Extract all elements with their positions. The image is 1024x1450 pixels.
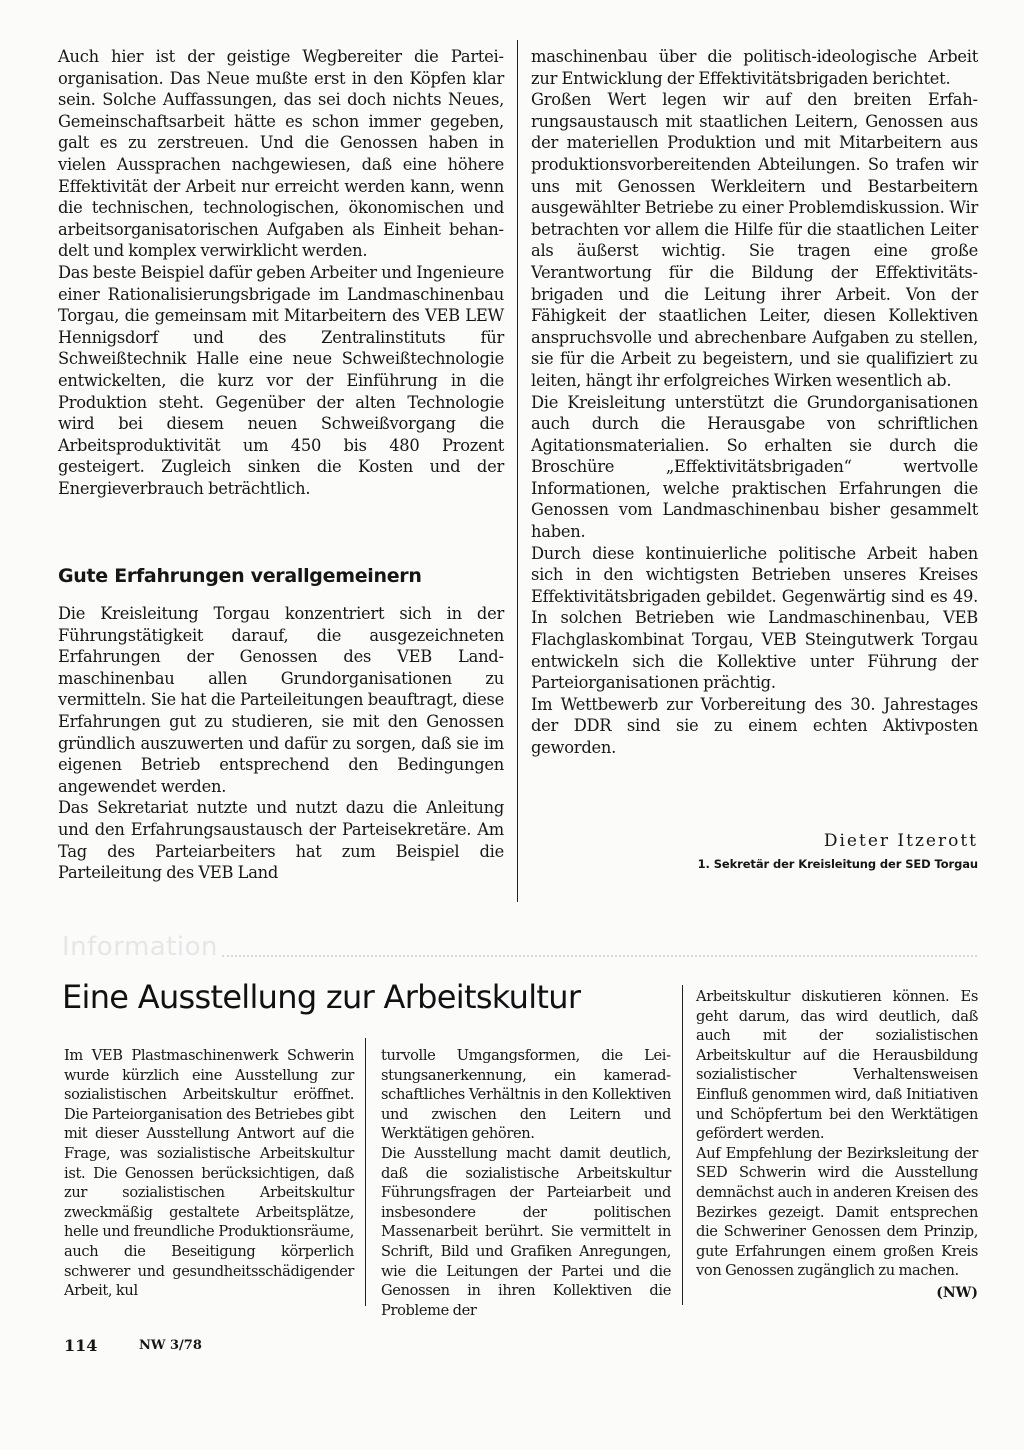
- paragraph: Auf Empfehlung der Bezirksleitung der SED Schwerin wird die Ausstellung demnächst auch in anderen Kreisen des Bezirkes gezeigt. Damit entsprechen die Schweriner Genossen dem Prinzip, gute Erfahrungen einem großen Kreis von Genossen zugänglich zu machen.: [696, 1144, 978, 1280]
- author-name: Dieter Itzerott: [823, 831, 978, 851]
- section-subheading: Gute Erfahrungen verallgemeinern: [58, 565, 422, 587]
- paragraph: maschinenbau über die politisch-ideologische Arbeit zur Entwicklung der Effektivitätsbrigaden berichtet.: [531, 47, 978, 88]
- paragraph: turvolle Umgangsformen, die Leistungsanerkennung, ein kameradschaftliches Verhältnis in den Kollektiven und zwischen den Leitern und Werktätigen gehören.: [381, 1047, 671, 1143]
- top-left-column-continued: [58, 603, 504, 884]
- top-left-column: [58, 46, 504, 499]
- paragraph: Arbeitskultur diskutieren können. Es geht darum, das wird deutlich, daß auch mit der sozialistischen Arbeitskultur auf die Herausbildung sozialistischer Verhaltensweisen Einfluß genommen wird, daß Initiativen und Schöpfertum bei den Werktätigen gefördert werden.: [696, 988, 978, 1143]
- paragraph: Das Sekretariat nutzte und nutzt dazu die Anleitung und den Erfahrungsaustausch der Parteisekretäre. Am Tag des Parteiarbeiters hat zum Beispiel die Parteileitung des VEB Land: [58, 798, 504, 883]
- article-column-1: [64, 1046, 354, 1301]
- paragraph: Durch diese kontinuierliche politische Arbeit haben sich in den wichtigsten Betrieben unseres Kreises Effektivitätsbrigaden gebildet. Gegenwärtig sind es 49. In solchen Betrieben wie Landmaschinenbau, VEB Flachglaskombinat Torgau, VEB Steingutwerk Torgau entwickeln sich die Kollektive unter Führung der Parteiorganisationen prächtig.: [531, 543, 978, 693]
- paragraph: Die Kreisleitung unterstützt die Grundorganisationen auch durch die Herausgabe von schriftlichen Agitationsmaterialien. So erhalten sie durch die Broschüre „Effektivitätsbrigaden“ wertvolle Informationen, welche praktischen Erfahrungen die Genossen vom Landmaschinenbau bisher gesammelt haben.: [531, 392, 978, 542]
- top-right-column: [531, 46, 978, 759]
- article-column-2: [381, 1046, 671, 1320]
- paragraph: Die Ausstellung macht damit deutlich, daß die sozialistische Arbeitskultur Führungsfragen der Parteiarbeit und insbesondere der politischen Massenarbeit berührt. Sie vermittelt in Schrift, Bild und Grafiken Anregungen, wie die Leitungen der Partei und die Genossen in ihren Kollektiven die Probleme der: [381, 1144, 671, 1319]
- paragraph: Die Kreisleitung Torgau konzentriert sich in der Führungstätigkeit darauf, die ausgezeichneten Erfahrungen der Genossen des VEB Landmaschinenbau allen Grundorganisationen zu vermitteln. Sie hat die Parteileitungen beauftragt, diese Erfahrungen gut zu studieren, sie mit den Genossen gründlich auszuwerten und dafür zu sorgen, daß sie im eigenen Betrieb entsprechend den Bedingungen angewendet werden.: [58, 604, 504, 796]
- issue-label: NW 3/78: [139, 1338, 202, 1353]
- article-title: Eine Ausstellung zur Arbeitskultur: [62, 978, 581, 1016]
- article-signature: (NW): [936, 1285, 978, 1301]
- paragraph: Im Wettbewerb zur Vorbereitung des 30. Jahrestages der DDR sind sie zu einem echten Aktivposten geworden.: [531, 694, 978, 757]
- paragraph: Das beste Beispiel dafür geben Arbeiter und Ingenieure einer Rationalisierungsbrigade im Landmaschinenbau Torgau, die gemeinsam mit Mitarbeitern des VEB LEW Hennigsdorf und des Zentralinstituts für Schweißtechnik Halle eine neue Schweißtechnologie entwickelten, die kurz vor der Einführung in die Produktion steht. Gegenüber der alten Technologie wird bei diesem neuen Schweißvorgang die Arbeitsproduktivität um 450 bis 480 Prozent gesteigert. Zugleich sinken die Kosten und der Energieverbrauch beträchtlich.: [58, 262, 504, 498]
- column-divider: [365, 1038, 366, 1306]
- column-divider: [682, 985, 683, 1305]
- page-number: 114: [64, 1336, 98, 1355]
- section-label: Information: [62, 932, 219, 962]
- column-divider: [517, 40, 518, 902]
- paragraph: Großen Wert legen wir auf den breiten Erfahrungsaustausch mit staatlichen Leitern, Genossen aus der materiellen Produktion und mit Mitarbeitern aus produktionsvorbereitenden Abteilungen. So trafen wir uns mit Genossen Werkleitern und Bestarbeitern ausgewählter Betriebe zu einer Problemdiskussion. Wir betrachten vor allem die Hilfe für die staatlichen Leiter als äußerst wichtig. Sie tragen eine große Verantwortung für die Bildung der Effektivitätsbrigaden und die Leitung ihrer Arbeit. Von der Fähigkeit der staatlichen Leiter, diesen Kollektiven anspruchsvolle und abrechenbare Aufgaben zu stellen, sie für die Arbeit zu begeistern, und sie qualifiziert zu leiten, hängt ihr erfolgreiches Wirken wesentlich ab.: [531, 90, 978, 390]
- author-role: 1. Sekretär der Kreisleitung der SED Torgau: [697, 857, 978, 871]
- section-divider: [222, 955, 977, 957]
- paragraph: Im VEB Plastmaschinenwerk Schwerin wurde kürzlich eine Ausstellung zur sozialistischen Arbeitskultur eröffnet. Die Parteiorganisation des Betriebes gibt mit dieser Ausstellung Antwort auf die Frage, was sozialistische Arbeitskultur ist. Die Genossen berücksichtigen, daß zur sozialistischen Arbeitskultur zweckmäßig gestaltete Arbeitsplätze, helle und freundliche Produktionsräume, auch die Beseitigung körperlich schwerer und gesundheitsschädigender Arbeit, kul: [64, 1047, 354, 1300]
- article-column-3: [696, 987, 978, 1281]
- paragraph: Auch hier ist der geistige Wegbereiter die Parteiorganisation. Das Neue mußte erst in den Köpfen klar sein. Solche Auffassungen, das sei doch nichts Neues, Gemeinschaftsarbeit hätte es schon immer gegeben, galt es zu zerstreuen. Und die Genossen haben in vielen Aussprachen nachgewiesen, daß eine höhere Effektivität der Arbeit nur erreicht werden kann, wenn die technischen, technologischen, ökonomischen und arbeitsorganisatorischen Aufgaben als Einheit behandelt und komplex verwirklicht werden.: [58, 47, 504, 261]
